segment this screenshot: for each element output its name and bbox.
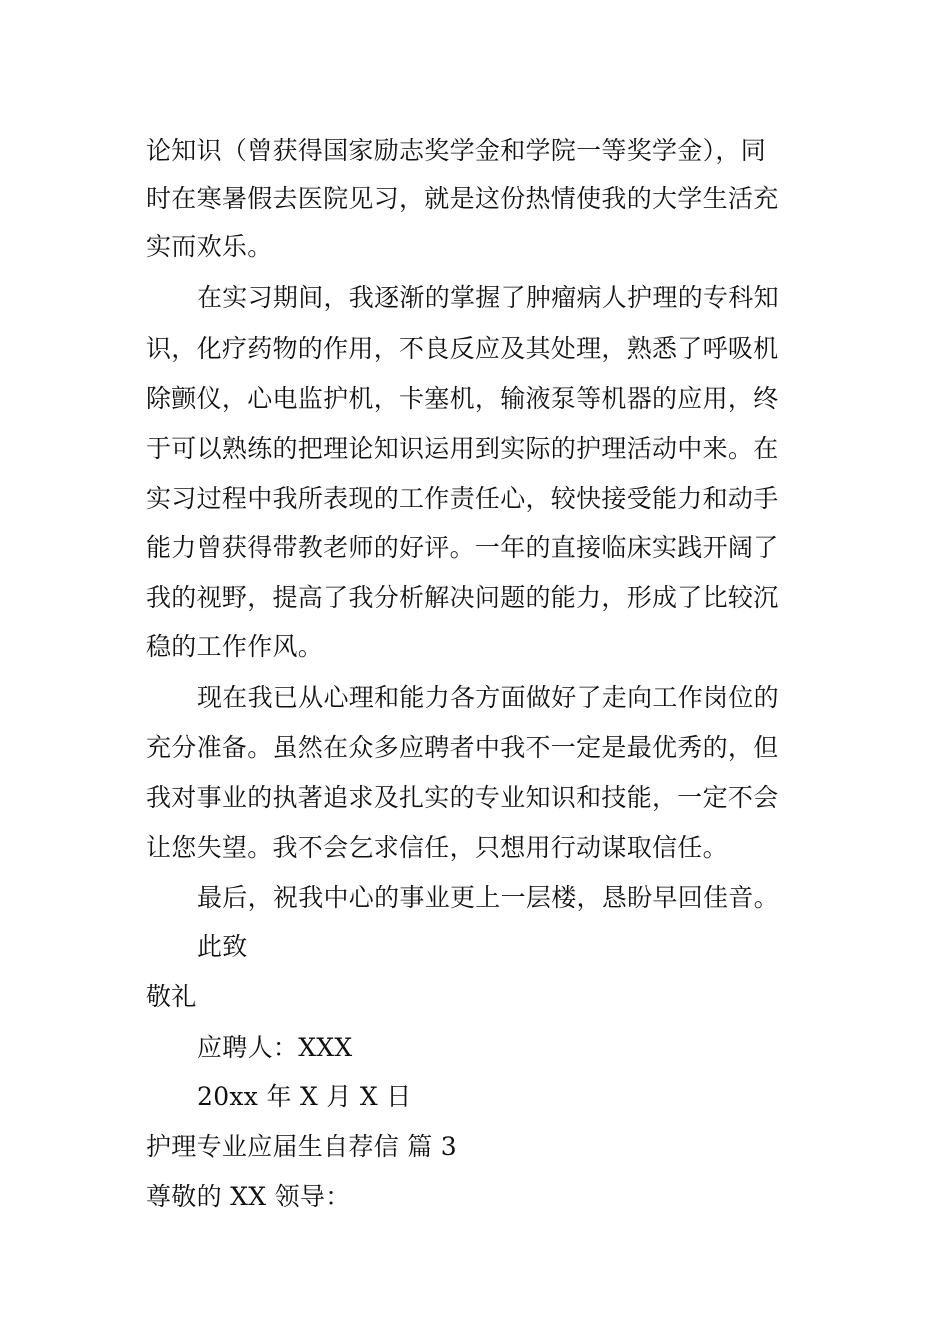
paragraph2-line-1: 在实习期间，我逐渐的掌握了肿瘤病人护理的专科知: [197, 283, 779, 312]
paragraph1-line-1: 论知识（曾获得国家励志奖学金和学院一等奖学金），同: [146, 136, 767, 165]
paragraph3-line-4: 让您失望。我不会乞求信任，只想用行动谋取信任。: [146, 833, 728, 862]
salutation-cizhi: 此致: [197, 932, 248, 961]
paragraph2-line-5: 实习过程中我所表现的工作责任心，较快接受能力和动手: [146, 484, 779, 513]
section-heading: 护理专业应届生自荐信 篇 3: [146, 1132, 458, 1161]
letter-date: 20xx 年 X 月 X 日: [197, 1082, 412, 1111]
paragraph2-line-7: 我的视野，提高了我分析解决问题的能力，形成了比较沉: [146, 583, 779, 612]
paragraph1-line-3: 实而欢乐。: [146, 232, 273, 261]
paragraph3-line-1: 现在我已从心理和能力各方面做好了走向工作岗位的: [197, 683, 779, 712]
closing-line: 最后，祝我中心的事业更上一层楼，恳盼早回佳音。: [197, 883, 779, 912]
paragraph2-line-3: 除颤仪，心电监护机，卡塞机，输液泵等机器的应用，终: [146, 384, 779, 413]
applicant-signature: 应聘人：XXX: [197, 1033, 353, 1062]
salutation-jingli: 敬礼: [146, 982, 197, 1011]
paragraph3-line-3: 我对事业的执著追求及扎实的专业知识和技能，一定不会: [146, 783, 779, 812]
paragraph2-line-4: 于可以熟练的把理论知识运用到实际的护理活动中来。在: [146, 434, 779, 463]
paragraph2-line-2: 识，化疗药物的作用，不良反应及其处理，熟悉了呼吸机: [146, 334, 779, 363]
paragraph1-line-2: 时在寒暑假去医院见习，就是这份热情使我的大学生活充: [146, 184, 779, 213]
paragraph3-line-2: 充分准备。虽然在众多应聘者中我不一定是最优秀的，但: [146, 733, 779, 762]
paragraph2-line-8: 稳的工作作风。: [146, 632, 324, 661]
greeting-line: 尊敬的 XX 领导：: [146, 1182, 351, 1211]
paragraph2-line-6: 能力曾获得带教老师的好评。一年的直接临床实践开阔了: [146, 533, 779, 562]
